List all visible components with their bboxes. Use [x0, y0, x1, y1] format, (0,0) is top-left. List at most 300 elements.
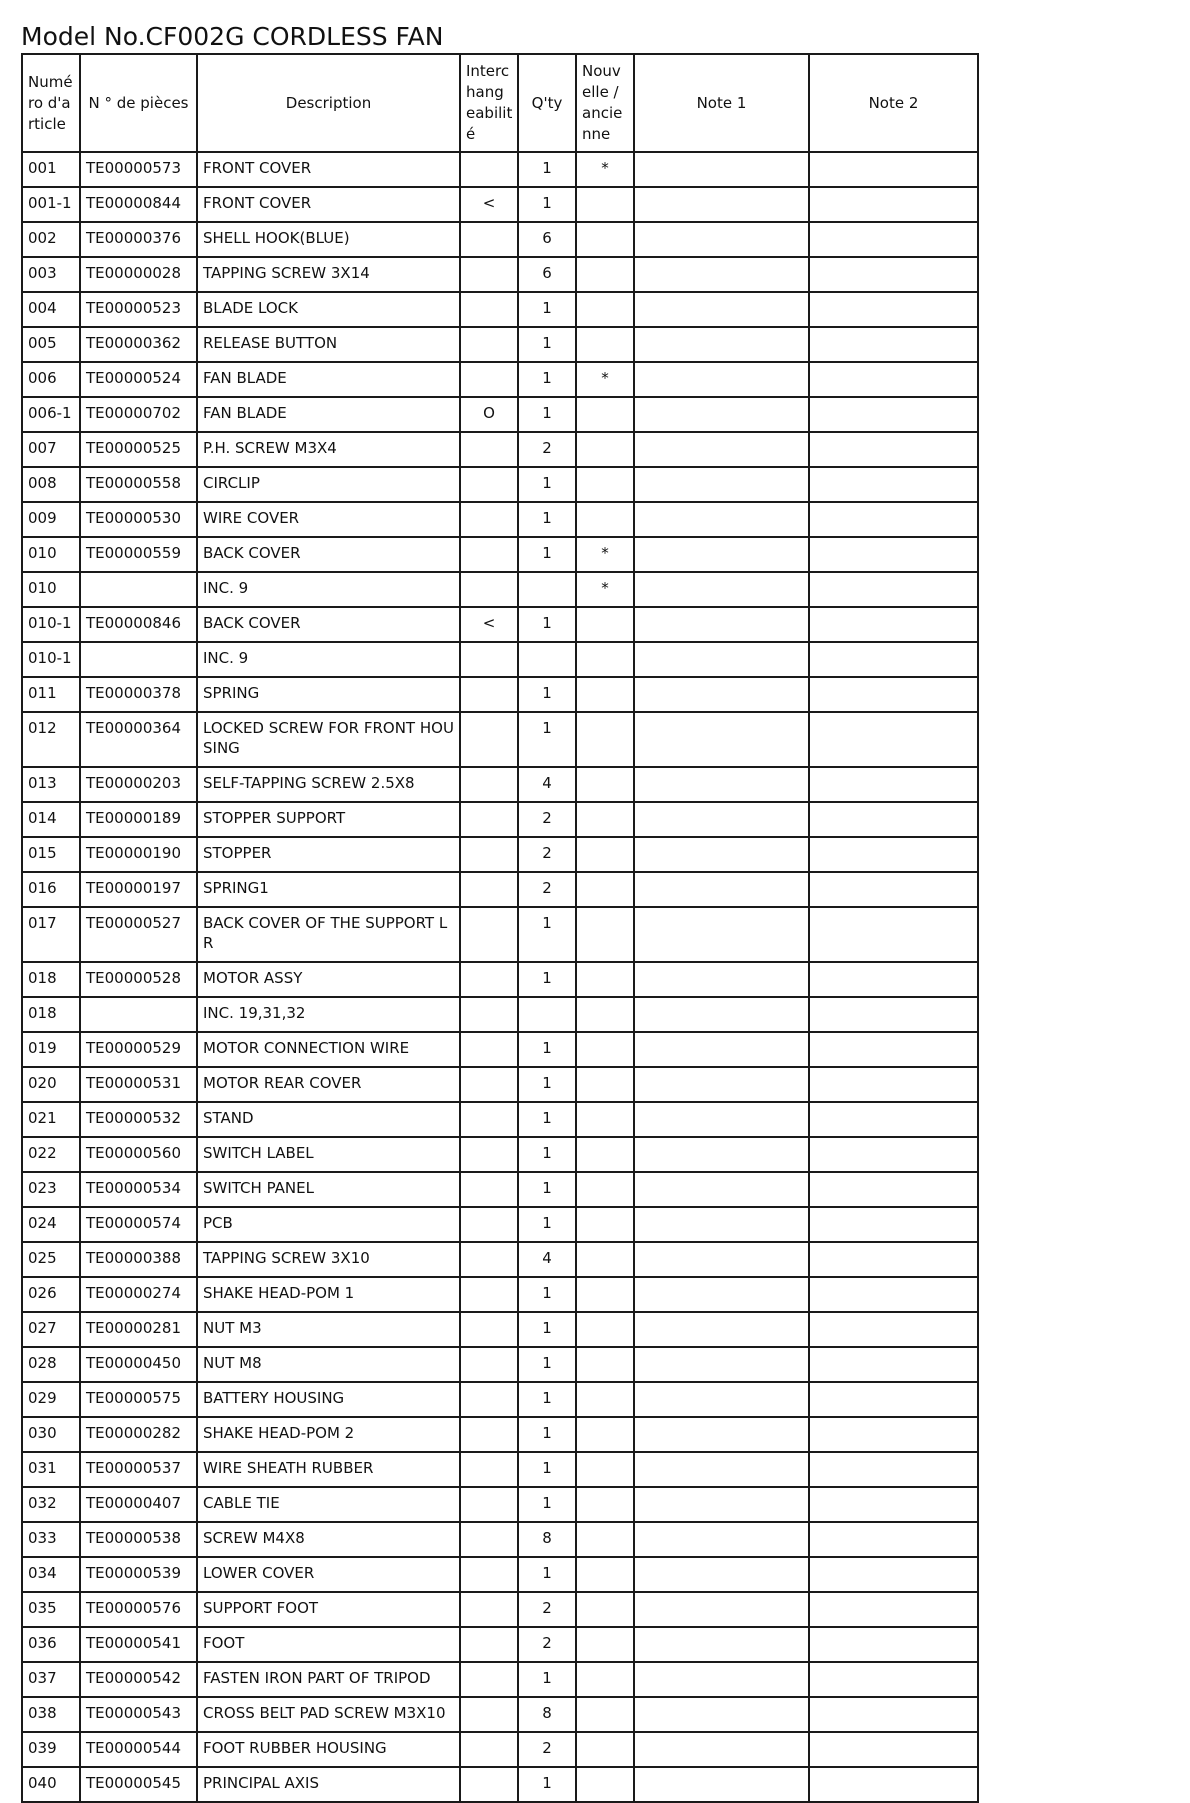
new-old-cell: * — [576, 537, 634, 572]
interchangeability-cell — [460, 1417, 518, 1452]
item-no-cell: 032 — [22, 1487, 80, 1522]
part-no-cell: TE00000532 — [80, 1102, 197, 1137]
note1-cell — [634, 537, 809, 572]
new-old-cell — [576, 642, 634, 677]
note2-cell — [809, 1557, 978, 1592]
qty-cell: 8 — [518, 1522, 576, 1557]
new-old-cell — [576, 1172, 634, 1207]
new-old-cell — [576, 187, 634, 222]
qty-cell: 1 — [518, 467, 576, 502]
qty-cell: 1 — [518, 292, 576, 327]
qty-cell: 2 — [518, 1592, 576, 1627]
item-no-cell: 025 — [22, 1242, 80, 1277]
qty-cell — [518, 572, 576, 607]
note1-cell — [634, 362, 809, 397]
part-no-cell: TE00000545 — [80, 1767, 197, 1802]
description-cell: SCREW M4X8 — [197, 1522, 460, 1557]
part-no-cell: TE00000197 — [80, 872, 197, 907]
interchangeability-cell — [460, 1242, 518, 1277]
new-old-cell — [576, 767, 634, 802]
description-cell: FRONT COVER — [197, 152, 460, 187]
qty-cell: 1 — [518, 1312, 576, 1347]
table-row — [22, 1172, 978, 1207]
qty-cell: 1 — [518, 397, 576, 432]
new-old-cell: * — [576, 572, 634, 607]
qty-cell: 1 — [518, 537, 576, 572]
table-row — [22, 1312, 978, 1347]
table-row — [22, 1697, 978, 1732]
new-old-cell — [576, 1487, 634, 1522]
table-row — [22, 712, 978, 767]
description-cell: INC. 9 — [197, 572, 460, 607]
new-old-cell — [576, 962, 634, 997]
new-old-cell — [576, 712, 634, 767]
new-old-cell: * — [576, 362, 634, 397]
description-cell: SHAKE HEAD-POM 1 — [197, 1277, 460, 1312]
table-row — [22, 1592, 978, 1627]
note1-cell — [634, 502, 809, 537]
new-old-cell — [576, 802, 634, 837]
new-old-cell: * — [576, 152, 634, 187]
description-cell: MOTOR REAR COVER — [197, 1067, 460, 1102]
qty-cell: 1 — [518, 1452, 576, 1487]
new-old-cell — [576, 1522, 634, 1557]
note1-cell — [634, 1172, 809, 1207]
part-no-cell: TE00000530 — [80, 502, 197, 537]
interchangeability-cell — [460, 1312, 518, 1347]
new-old-cell — [576, 257, 634, 292]
interchangeability-cell — [460, 1067, 518, 1102]
description-cell: LOWER COVER — [197, 1557, 460, 1592]
note2-cell — [809, 712, 978, 767]
description-cell: STOPPER SUPPORT — [197, 802, 460, 837]
item-no-cell: 022 — [22, 1137, 80, 1172]
part-no-cell: TE00000574 — [80, 1207, 197, 1242]
header-qty: Q'ty — [518, 54, 576, 152]
description-cell: CABLE TIE — [197, 1487, 460, 1522]
new-old-cell — [576, 222, 634, 257]
qty-cell: 1 — [518, 1172, 576, 1207]
interchangeability-cell — [460, 1207, 518, 1242]
interchangeability-cell — [460, 1137, 518, 1172]
note1-cell — [634, 1207, 809, 1242]
new-old-cell — [576, 1032, 634, 1067]
table-row — [22, 907, 978, 962]
interchangeability-cell — [460, 1732, 518, 1767]
description-cell: P.H. SCREW M3X4 — [197, 432, 460, 467]
table-row — [22, 962, 978, 997]
table-row — [22, 362, 978, 397]
note1-cell — [634, 1137, 809, 1172]
item-no-cell: 021 — [22, 1102, 80, 1137]
note2-cell — [809, 572, 978, 607]
qty-cell: 1 — [518, 962, 576, 997]
table-row — [22, 1242, 978, 1277]
part-no-cell: TE00000531 — [80, 1067, 197, 1102]
table-row — [22, 767, 978, 802]
note2-cell — [809, 1137, 978, 1172]
part-no-cell: TE00000846 — [80, 607, 197, 642]
header-note2: Note 2 — [809, 54, 978, 152]
interchangeability-cell — [460, 222, 518, 257]
part-no-cell: TE00000203 — [80, 767, 197, 802]
description-cell: SUPPORT FOOT — [197, 1592, 460, 1627]
table-row — [22, 397, 978, 432]
description-cell: WIRE SHEATH RUBBER — [197, 1452, 460, 1487]
note2-cell — [809, 1347, 978, 1382]
item-no-cell: 008 — [22, 467, 80, 502]
interchangeability-cell — [460, 1697, 518, 1732]
note2-cell — [809, 997, 978, 1032]
description-cell: NUT M8 — [197, 1347, 460, 1382]
note1-cell — [634, 432, 809, 467]
description-cell: WIRE COVER — [197, 502, 460, 537]
qty-cell: 4 — [518, 767, 576, 802]
item-no-cell: 034 — [22, 1557, 80, 1592]
note2-cell — [809, 1662, 978, 1697]
table-row — [22, 1207, 978, 1242]
table-row — [22, 1767, 978, 1802]
interchangeability-cell — [460, 642, 518, 677]
item-no-cell: 006-1 — [22, 397, 80, 432]
new-old-cell — [576, 1347, 634, 1382]
part-no-cell: TE00000543 — [80, 1697, 197, 1732]
item-no-cell: 029 — [22, 1382, 80, 1417]
qty-cell: 1 — [518, 907, 576, 962]
item-no-cell: 011 — [22, 677, 80, 712]
note2-cell — [809, 1592, 978, 1627]
note2-cell — [809, 257, 978, 292]
note2-cell — [809, 1417, 978, 1452]
item-no-cell: 009 — [22, 502, 80, 537]
table-row — [22, 642, 978, 677]
item-no-cell: 035 — [22, 1592, 80, 1627]
note1-cell — [634, 1417, 809, 1452]
description-cell: MOTOR ASSY — [197, 962, 460, 997]
item-no-cell: 017 — [22, 907, 80, 962]
qty-cell: 4 — [518, 1242, 576, 1277]
part-no-cell: TE00000559 — [80, 537, 197, 572]
item-no-cell: 013 — [22, 767, 80, 802]
note1-cell — [634, 837, 809, 872]
interchangeability-cell: < — [460, 607, 518, 642]
note2-cell — [809, 1452, 978, 1487]
note2-cell — [809, 222, 978, 257]
table-row — [22, 1277, 978, 1312]
qty-cell: 1 — [518, 1207, 576, 1242]
note1-cell — [634, 397, 809, 432]
interchangeability-cell: O — [460, 397, 518, 432]
table-row — [22, 802, 978, 837]
description-cell: INC. 9 — [197, 642, 460, 677]
item-no-cell: 010 — [22, 537, 80, 572]
qty-cell: 1 — [518, 677, 576, 712]
interchangeability-cell — [460, 1382, 518, 1417]
note2-cell — [809, 1242, 978, 1277]
note2-cell — [809, 1487, 978, 1522]
table-row — [22, 572, 978, 607]
interchangeability-cell — [460, 1172, 518, 1207]
interchangeability-cell — [460, 1277, 518, 1312]
table-header-row — [22, 54, 978, 152]
new-old-cell — [576, 1452, 634, 1487]
description-cell: FAN BLADE — [197, 362, 460, 397]
item-no-cell: 001-1 — [22, 187, 80, 222]
new-old-cell — [576, 1592, 634, 1627]
qty-cell: 1 — [518, 1767, 576, 1802]
description-cell: FRONT COVER — [197, 187, 460, 222]
note2-cell — [809, 907, 978, 962]
qty-cell: 2 — [518, 872, 576, 907]
item-no-cell: 026 — [22, 1277, 80, 1312]
qty-cell: 1 — [518, 1347, 576, 1382]
part-no-cell: TE00000362 — [80, 327, 197, 362]
qty-cell: 1 — [518, 1557, 576, 1592]
new-old-cell — [576, 607, 634, 642]
interchangeability-cell — [460, 1522, 518, 1557]
new-old-cell — [576, 1137, 634, 1172]
interchangeability-cell — [460, 1487, 518, 1522]
qty-cell: 1 — [518, 1662, 576, 1697]
note1-cell — [634, 907, 809, 962]
description-cell: BACK COVER — [197, 607, 460, 642]
new-old-cell — [576, 397, 634, 432]
new-old-cell — [576, 837, 634, 872]
item-no-cell: 007 — [22, 432, 80, 467]
note1-cell — [634, 1592, 809, 1627]
note2-cell — [809, 767, 978, 802]
note2-cell — [809, 1172, 978, 1207]
table-row — [22, 837, 978, 872]
item-no-cell: 030 — [22, 1417, 80, 1452]
table-row — [22, 1557, 978, 1592]
header-new-old: Nouv elle / ancie nne — [576, 54, 634, 152]
item-no-cell: 040 — [22, 1767, 80, 1802]
note1-cell — [634, 187, 809, 222]
note1-cell — [634, 677, 809, 712]
part-no-cell: TE00000558 — [80, 467, 197, 502]
description-cell: SHAKE HEAD-POM 2 — [197, 1417, 460, 1452]
item-no-cell: 027 — [22, 1312, 80, 1347]
part-no-cell: TE00000538 — [80, 1522, 197, 1557]
new-old-cell — [576, 1102, 634, 1137]
item-no-cell: 018 — [22, 962, 80, 997]
interchangeability-cell — [460, 872, 518, 907]
interchangeability-cell — [460, 537, 518, 572]
note1-cell — [634, 1032, 809, 1067]
table-row — [22, 327, 978, 362]
part-no-cell: TE00000524 — [80, 362, 197, 397]
part-no-cell: TE00000281 — [80, 1312, 197, 1347]
description-cell: BACK COVER OF THE SUPPORT LR — [197, 907, 460, 962]
qty-cell: 2 — [518, 802, 576, 837]
new-old-cell — [576, 1242, 634, 1277]
note1-cell — [634, 1312, 809, 1347]
note2-cell — [809, 1382, 978, 1417]
qty-cell: 1 — [518, 362, 576, 397]
new-old-cell — [576, 1767, 634, 1802]
part-no-cell: TE00000575 — [80, 1382, 197, 1417]
part-no-cell: TE00000378 — [80, 677, 197, 712]
interchangeability-cell — [460, 432, 518, 467]
note1-cell — [634, 802, 809, 837]
qty-cell: 6 — [518, 257, 576, 292]
interchangeability-cell — [460, 257, 518, 292]
part-no-cell: TE00000274 — [80, 1277, 197, 1312]
qty-cell — [518, 997, 576, 1032]
note2-cell — [809, 362, 978, 397]
note2-cell — [809, 1627, 978, 1662]
qty-cell: 1 — [518, 1277, 576, 1312]
new-old-cell — [576, 1312, 634, 1347]
item-no-cell: 031 — [22, 1452, 80, 1487]
item-no-cell: 039 — [22, 1732, 80, 1767]
description-cell: INC. 19,31,32 — [197, 997, 460, 1032]
table-row — [22, 1032, 978, 1067]
qty-cell: 1 — [518, 1487, 576, 1522]
qty-cell: 1 — [518, 607, 576, 642]
note2-cell — [809, 1032, 978, 1067]
description-cell: SPRING — [197, 677, 460, 712]
note2-cell — [809, 397, 978, 432]
item-no-cell: 037 — [22, 1662, 80, 1697]
note2-cell — [809, 962, 978, 997]
interchangeability-cell — [460, 677, 518, 712]
new-old-cell — [576, 327, 634, 362]
qty-cell: 1 — [518, 152, 576, 187]
qty-cell: 1 — [518, 712, 576, 767]
new-old-cell — [576, 872, 634, 907]
note1-cell — [634, 1522, 809, 1557]
part-no-cell: TE00000527 — [80, 907, 197, 962]
description-cell: CROSS BELT PAD SCREW M3X10 — [197, 1697, 460, 1732]
qty-cell: 2 — [518, 432, 576, 467]
new-old-cell — [576, 1382, 634, 1417]
table-row — [22, 1487, 978, 1522]
note2-cell — [809, 837, 978, 872]
header-note1: Note 1 — [634, 54, 809, 152]
note1-cell — [634, 1627, 809, 1662]
qty-cell: 1 — [518, 502, 576, 537]
description-cell: STAND — [197, 1102, 460, 1137]
note2-cell — [809, 1067, 978, 1102]
note2-cell — [809, 1522, 978, 1557]
item-no-cell: 023 — [22, 1172, 80, 1207]
note1-cell — [634, 997, 809, 1032]
note2-cell — [809, 467, 978, 502]
table-row — [22, 872, 978, 907]
item-no-cell: 001 — [22, 152, 80, 187]
qty-cell: 1 — [518, 1067, 576, 1102]
item-no-cell: 018 — [22, 997, 80, 1032]
new-old-cell — [576, 1627, 634, 1662]
part-no-cell: TE00000534 — [80, 1172, 197, 1207]
interchangeability-cell — [460, 1767, 518, 1802]
interchangeability-cell — [460, 907, 518, 962]
interchangeability-cell — [460, 1627, 518, 1662]
qty-cell: 1 — [518, 1137, 576, 1172]
qty-cell: 1 — [518, 1417, 576, 1452]
part-no-cell: TE00000539 — [80, 1557, 197, 1592]
description-cell: SWITCH PANEL — [197, 1172, 460, 1207]
note2-cell — [809, 1767, 978, 1802]
note1-cell — [634, 1452, 809, 1487]
item-no-cell: 002 — [22, 222, 80, 257]
note1-cell — [634, 1732, 809, 1767]
table-row — [22, 467, 978, 502]
new-old-cell — [576, 1277, 634, 1312]
new-old-cell — [576, 997, 634, 1032]
table-row — [22, 1417, 978, 1452]
qty-cell: 1 — [518, 187, 576, 222]
interchangeability-cell — [460, 962, 518, 997]
note2-cell — [809, 537, 978, 572]
table-row — [22, 537, 978, 572]
note1-cell — [634, 1557, 809, 1592]
part-no-cell: TE00000541 — [80, 1627, 197, 1662]
description-cell: FAN BLADE — [197, 397, 460, 432]
part-no-cell: TE00000573 — [80, 152, 197, 187]
item-no-cell: 038 — [22, 1697, 80, 1732]
note2-cell — [809, 292, 978, 327]
part-no-cell: TE00000282 — [80, 1417, 197, 1452]
description-cell: PCB — [197, 1207, 460, 1242]
table-row — [22, 1732, 978, 1767]
part-no-cell: TE00000450 — [80, 1347, 197, 1382]
table-row — [22, 1102, 978, 1137]
new-old-cell — [576, 292, 634, 327]
table-row — [22, 997, 978, 1032]
part-no-cell: TE00000407 — [80, 1487, 197, 1522]
qty-cell — [518, 642, 576, 677]
part-no-cell: TE00000529 — [80, 1032, 197, 1067]
item-no-cell: 014 — [22, 802, 80, 837]
description-cell: MOTOR CONNECTION WIRE — [197, 1032, 460, 1067]
part-no-cell: TE00000028 — [80, 257, 197, 292]
description-cell: SHELL HOOK(BLUE) — [197, 222, 460, 257]
table-row — [22, 1347, 978, 1382]
interchangeability-cell — [460, 572, 518, 607]
item-no-cell: 004 — [22, 292, 80, 327]
description-cell: PRINCIPAL AXIS — [197, 1767, 460, 1802]
note1-cell — [634, 222, 809, 257]
note2-cell — [809, 1207, 978, 1242]
item-no-cell: 012 — [22, 712, 80, 767]
note1-cell — [634, 152, 809, 187]
note2-cell — [809, 1697, 978, 1732]
table-row — [22, 607, 978, 642]
qty-cell: 1 — [518, 1032, 576, 1067]
note1-cell — [634, 962, 809, 997]
part-no-cell: TE00000576 — [80, 1592, 197, 1627]
note1-cell — [634, 607, 809, 642]
interchangeability-cell — [460, 767, 518, 802]
page-title: Model No.CF002G CORDLESS FAN — [21, 22, 444, 51]
note2-cell — [809, 432, 978, 467]
table-row — [22, 257, 978, 292]
description-cell: FASTEN IRON PART OF TRIPOD — [197, 1662, 460, 1697]
part-no-cell: TE00000388 — [80, 1242, 197, 1277]
item-no-cell: 019 — [22, 1032, 80, 1067]
parts-table-body — [22, 152, 978, 1802]
new-old-cell — [576, 1417, 634, 1452]
new-old-cell — [576, 1697, 634, 1732]
qty-cell: 2 — [518, 1732, 576, 1767]
item-no-cell: 036 — [22, 1627, 80, 1662]
part-no-cell — [80, 572, 197, 607]
description-cell: LOCKED SCREW FOR FRONT HOUSING — [197, 712, 460, 767]
note1-cell — [634, 1487, 809, 1522]
